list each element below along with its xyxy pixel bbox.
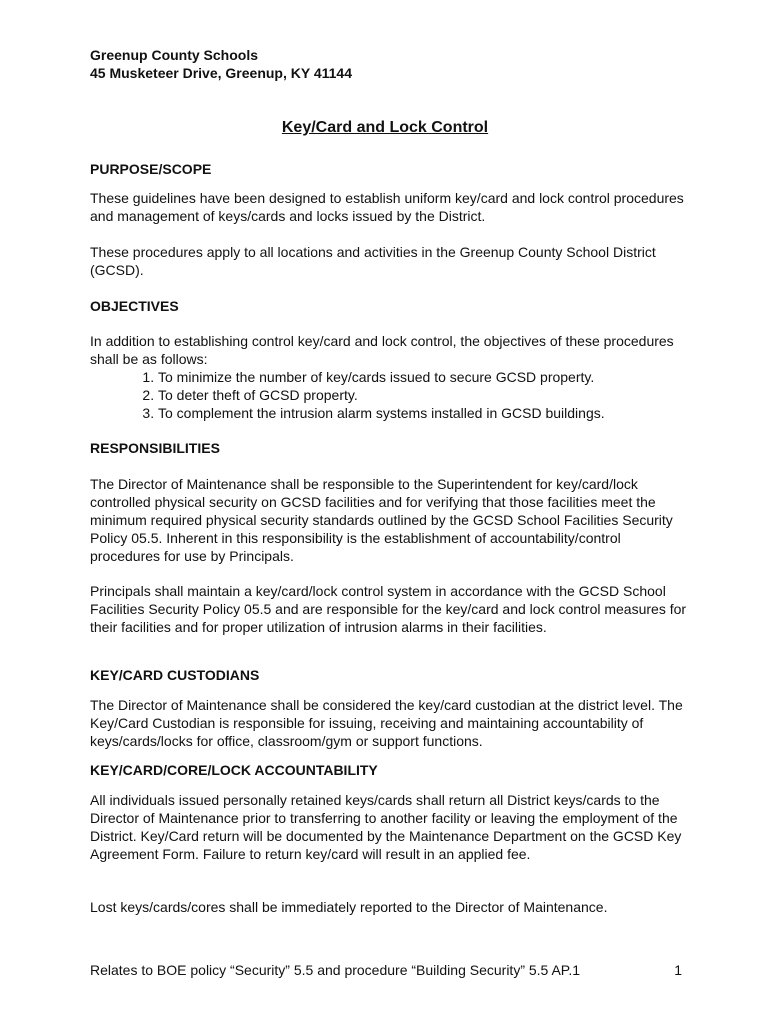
purpose-heading: PURPOSE/SCOPE bbox=[90, 161, 212, 177]
page-footer bbox=[90, 961, 682, 979]
org-address: 45 Musketeer Drive, Greenup, KY 41144 bbox=[90, 65, 352, 81]
objectives-heading: OBJECTIVES bbox=[90, 298, 179, 314]
page-number: 1 bbox=[674, 962, 682, 978]
responsibilities-heading: RESPONSIBILITIES bbox=[90, 440, 220, 456]
accountability-paragraph-2: Lost keys/cards/cores shall be immediately reported to the Director of Maintenance. bbox=[90, 899, 608, 915]
list-item: 1. To minimize the number of key/cards issued to secure GCSD property. bbox=[158, 368, 718, 386]
document-title: Key/Card and Lock Control bbox=[281, 119, 489, 136]
custodians-heading: KEY/CARD CUSTODIANS bbox=[90, 667, 260, 683]
list-item: 3. To complement the intrusion alarm systems installed in GCSD buildings. bbox=[158, 404, 718, 422]
objectives-intro: In addition to establishing control key/card and lock control, the objectives of these procedures shall be as follows: bbox=[90, 333, 674, 367]
purpose-paragraph-2: These procedures apply to all locations and activities in the Greenup County School District (GCSD). bbox=[90, 244, 656, 278]
footer-text: Relates to BOE policy “Security” 5.5 and procedure “Building Security” 5.5 AP.1 bbox=[90, 962, 580, 978]
org-name: Greenup County Schools bbox=[90, 47, 259, 63]
list-item: 2. To deter theft of GCSD property. bbox=[158, 386, 718, 404]
accountability-paragraph-1: All individuals issued personally retained keys/cards shall return all District keys/cards to the Director of Maintenance prior to transferring to another facility or leaving the employment of the District. Key/Card return will be documented by the Maintenance Department on the GCSD Key Agreement Form. Failure to return key/card will result in an applied fee. bbox=[90, 792, 682, 862]
objectives-list bbox=[136, 368, 718, 422]
responsibilities-paragraph-1: The Director of Maintenance shall be responsible to the Superintendent for key/card/lock controlled physical security on GCSD facilities and for verifying that those facilities meet the minimum required physical security standards outlined by the GCSD School Facilities Security Policy 05.5. Inherent in this responsibility is the establishment of accountability/control procedures for use by Principals. bbox=[90, 476, 673, 564]
custodians-paragraph: The Director of Maintenance shall be considered the key/card custodian at the district level. The Key/Card Custodian is responsible for issuing, receiving and maintaining accountability of keys/cards/locks for office, classroom/gym or support functions. bbox=[90, 697, 683, 749]
purpose-paragraph-1: These guidelines have been designed to establish uniform key/card and lock control procedures and management of keys/cards and locks issued by the District. bbox=[90, 190, 684, 224]
accountability-heading: KEY/CARD/CORE/LOCK ACCOUNTABILITY bbox=[90, 762, 378, 778]
responsibilities-paragraph-2: Principals shall maintain a key/card/lock control system in accordance with the GCSD School Facilities Security Policy 05.5 and are responsible for the key/card and lock control measures for their facilities and for proper utilization of intrusion alarms in their facilities. bbox=[90, 583, 687, 635]
